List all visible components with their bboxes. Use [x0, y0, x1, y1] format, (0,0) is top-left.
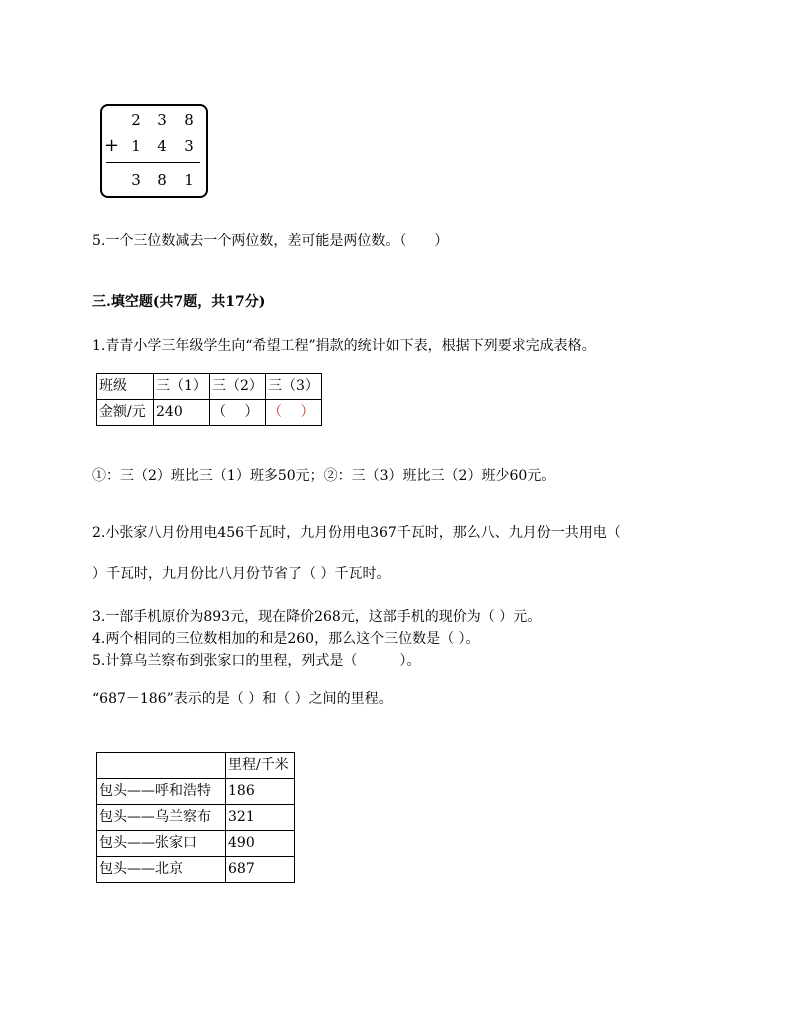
question-2-line-1: 2.小张家八月份用电456千瓦时，九月份用电367千瓦时，那么八、九月份一共用电（: [92, 525, 621, 541]
table-cell: 包头——呼和浩特: [97, 779, 226, 805]
table-cell: 三（2）: [210, 374, 266, 400]
table-cell[interactable]: （ ）: [266, 400, 322, 426]
question-4: 4.两个相同的三位数相加的和是260，那么这个三位数是（ ）。: [92, 631, 480, 647]
digit: 4: [157, 137, 167, 155]
digit: 2: [131, 111, 141, 129]
table-cell: [97, 753, 226, 779]
table-cell: 包头——张家口: [97, 831, 226, 857]
digit: 1: [184, 171, 194, 189]
table-row: [97, 831, 295, 857]
table-row: [97, 753, 295, 779]
question-3: 3.一部手机原价为893元，现在降价268元，这部手机的现价为（ ）元。: [92, 609, 542, 625]
judge-question-5: 5.一个三位数减去一个两位数，差可能是两位数。（ ）: [92, 233, 449, 249]
digit: 1: [131, 137, 141, 155]
question-2-line-2: ）千瓦时，九月份比八月份节省了（ ）千瓦时。: [92, 566, 391, 582]
question-5-sub: “687－186”表示的是（ ）和（ ）之间的里程。: [92, 691, 393, 707]
table-cell: 班级: [97, 374, 154, 400]
table-cell: 321: [226, 805, 295, 831]
table-cell: 包头——北京: [97, 857, 226, 883]
table-cell: 三（3）: [266, 374, 322, 400]
question-1-text: 1.青青小学三年级学生向“希望工程”捐款的统计如下表，根据下列要求完成表格。: [92, 338, 596, 354]
digit: 3: [184, 137, 194, 155]
sum-line: [106, 162, 200, 163]
table-cell: 里程/千米: [226, 753, 295, 779]
table-cell: 186: [226, 779, 295, 805]
table-cell: 240: [154, 400, 210, 426]
digit: 8: [157, 171, 167, 189]
addend-row-2: [102, 134, 206, 158]
addend-row-1: [102, 108, 206, 132]
digit: 8: [184, 111, 194, 129]
plus-sign: +: [104, 135, 120, 156]
table-cell[interactable]: （ ）: [210, 400, 266, 426]
table-cell: 687: [226, 857, 295, 883]
table-row: [97, 779, 295, 805]
table-cell: 包头——乌兰察布: [97, 805, 226, 831]
distance-table: [96, 752, 295, 883]
table-cell: 金额/元: [97, 400, 154, 426]
table-row: [97, 857, 295, 883]
question-1-note: ①：三（2）班比三（1）班多50元；②：三（3）班比三（2）班少60元。: [92, 468, 556, 484]
table-cell: 490: [226, 831, 295, 857]
digit: 3: [131, 171, 141, 189]
vertical-addition-box: [100, 104, 208, 198]
section-title: 三.填空题(共7题，共17分): [92, 294, 266, 310]
digit: 3: [157, 111, 167, 129]
table-cell: 三（1）: [154, 374, 210, 400]
question-5: 5.计算乌兰察布到张家口的里程，列式是（ ）。: [92, 653, 421, 669]
donation-table: [96, 373, 322, 426]
table-row: [97, 805, 295, 831]
table-row: [97, 400, 322, 426]
result-row: [102, 168, 206, 192]
table-row: [97, 374, 322, 400]
